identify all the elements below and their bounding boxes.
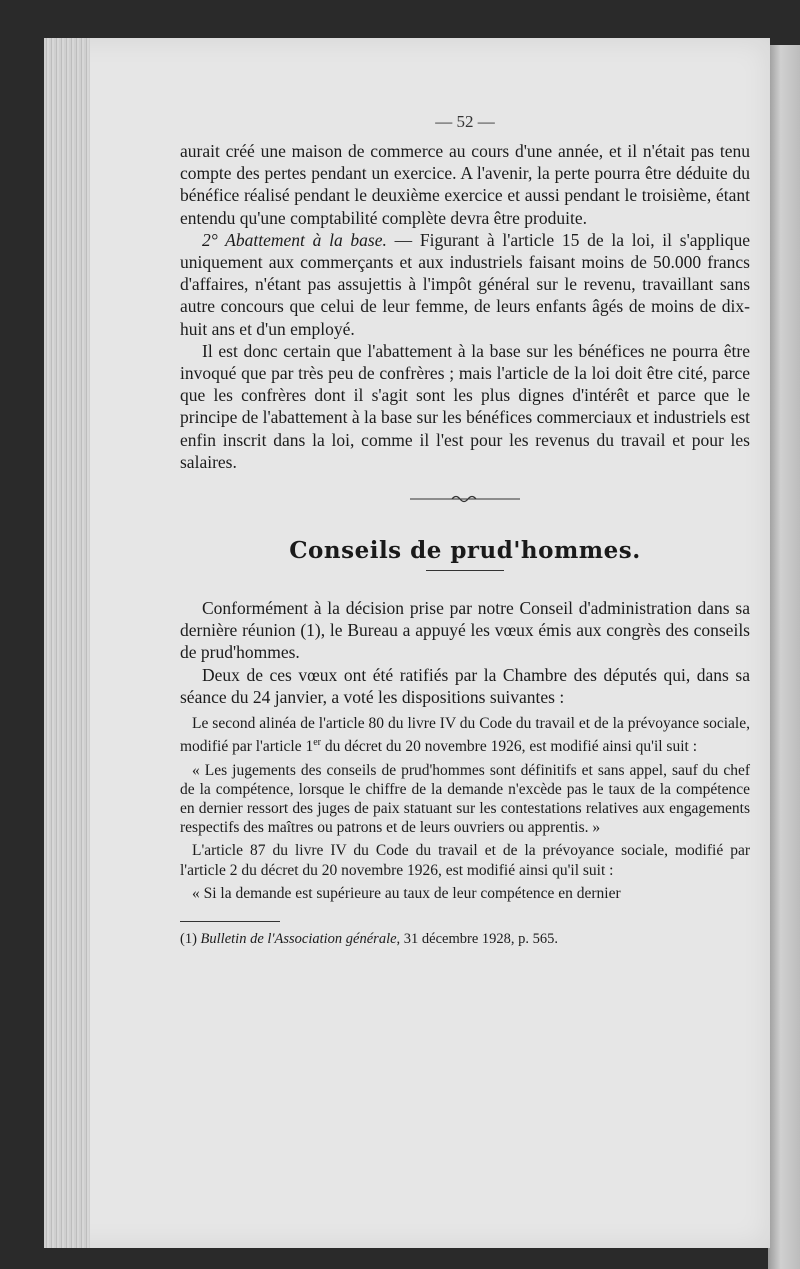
law-p1-a: Le second alinéa de l'article 80 du livre IV du Code du travail et de la prévoyance sociale, modifié par l'article 1 <box>180 715 750 756</box>
paragraph-conclusion: Il est donc certain que l'abattement à la base sur les bénéfices ne pourra être invoqué que par très peu de confrères ; mais l'article de la loi doit être cité, parce que les confrères dont il s'agit sont les plus dignes d'intérêt et parce que le principe de l'abattement à la base sur les bénéfices commerciaux et industriels est enfin inscrit dans la loi, comme il l'est pour les revenus du travail et pour les salaires. <box>180 340 750 472</box>
footnote-rule <box>180 921 280 922</box>
title-underline <box>426 570 504 571</box>
page-number: — 52 — <box>435 112 495 131</box>
law-paragraph-1 <box>180 714 750 757</box>
paragraph-ratification: Deux de ces vœux ont été ratifiés par la Chambre des députés qui, dans sa séance du 24 janvier, a voté les dispositions suivantes : <box>180 664 750 707</box>
paragraph-decision: Conformément à la décision prise par notre Conseil d'administration dans sa dernière réunion (1), le Bureau a appuyé les vœux émis aux congrès des conseils de prud'hommes. <box>180 598 750 663</box>
page-content <box>180 112 750 948</box>
footnote-rest: , 31 décembre 1928, p. 565. <box>396 931 559 948</box>
footnote-marker: (1) <box>180 931 201 948</box>
law-p1-b: du décret du 20 novembre 1926, est modifié ainsi qu'il suit : <box>320 738 698 756</box>
law-paragraph-2: « Les jugements des conseils de prud'hommes sont définitifs et sans appel, sauf du chef de la compétence, lorsque le chiffre de la demande n'excède pas le taux de la compétence en dernier ressort des juges de paix statuant sur les contestations relatives aux engagements respectifs des maîtres ou patrons et de leurs ouvriers ou apprentis. » <box>180 761 750 837</box>
abattement-text: — Figurant à l'article 15 de la loi, il s'applique uniquement aux commerçants et aux industriels faisant moins de 50.000 francs d'affaires, n'étant pas assujettis à l'impôt général sur le revenu, travaillant sans autre concours que celui de leur femme, de leurs enfants âgés de moins de dix-huit ans et d'un employé. <box>180 229 750 339</box>
page-binding <box>44 38 90 1248</box>
footnote <box>180 930 750 948</box>
adjacent-page-edge <box>768 45 800 1269</box>
paragraph-abattement <box>180 229 750 340</box>
law-p1-superscript: er <box>313 737 321 749</box>
ornament-divider-icon <box>410 494 520 504</box>
abattement-label: 2° Abattement à la base. <box>202 229 387 250</box>
section-title: Conseils de prud'hommes. <box>289 537 641 565</box>
paragraph-intro: aurait créé une maison de commerce au cours d'une année, et il n'était pas tenu compte des pertes pendant un exercice. A l'avenir, la perte pourra être déduite du bénéfice réalisé pendant le deuxième exercice et aussi pendant le troisième, étant entendu qu'une comptabilité complète devra être produite. <box>180 141 750 228</box>
law-paragraph-4: « Si la demande est supérieure au taux de leur compétence en dernier <box>192 884 621 902</box>
section-ornament <box>180 491 750 509</box>
footnote-source: Bulletin de l'Association générale <box>200 931 397 948</box>
law-paragraph-3: L'article 87 du livre IV du Code du travail et de la prévoyance sociale, modifié par l'article 2 du décret du 20 novembre 1926, est modifié ainsi qu'il suit : <box>180 842 750 879</box>
